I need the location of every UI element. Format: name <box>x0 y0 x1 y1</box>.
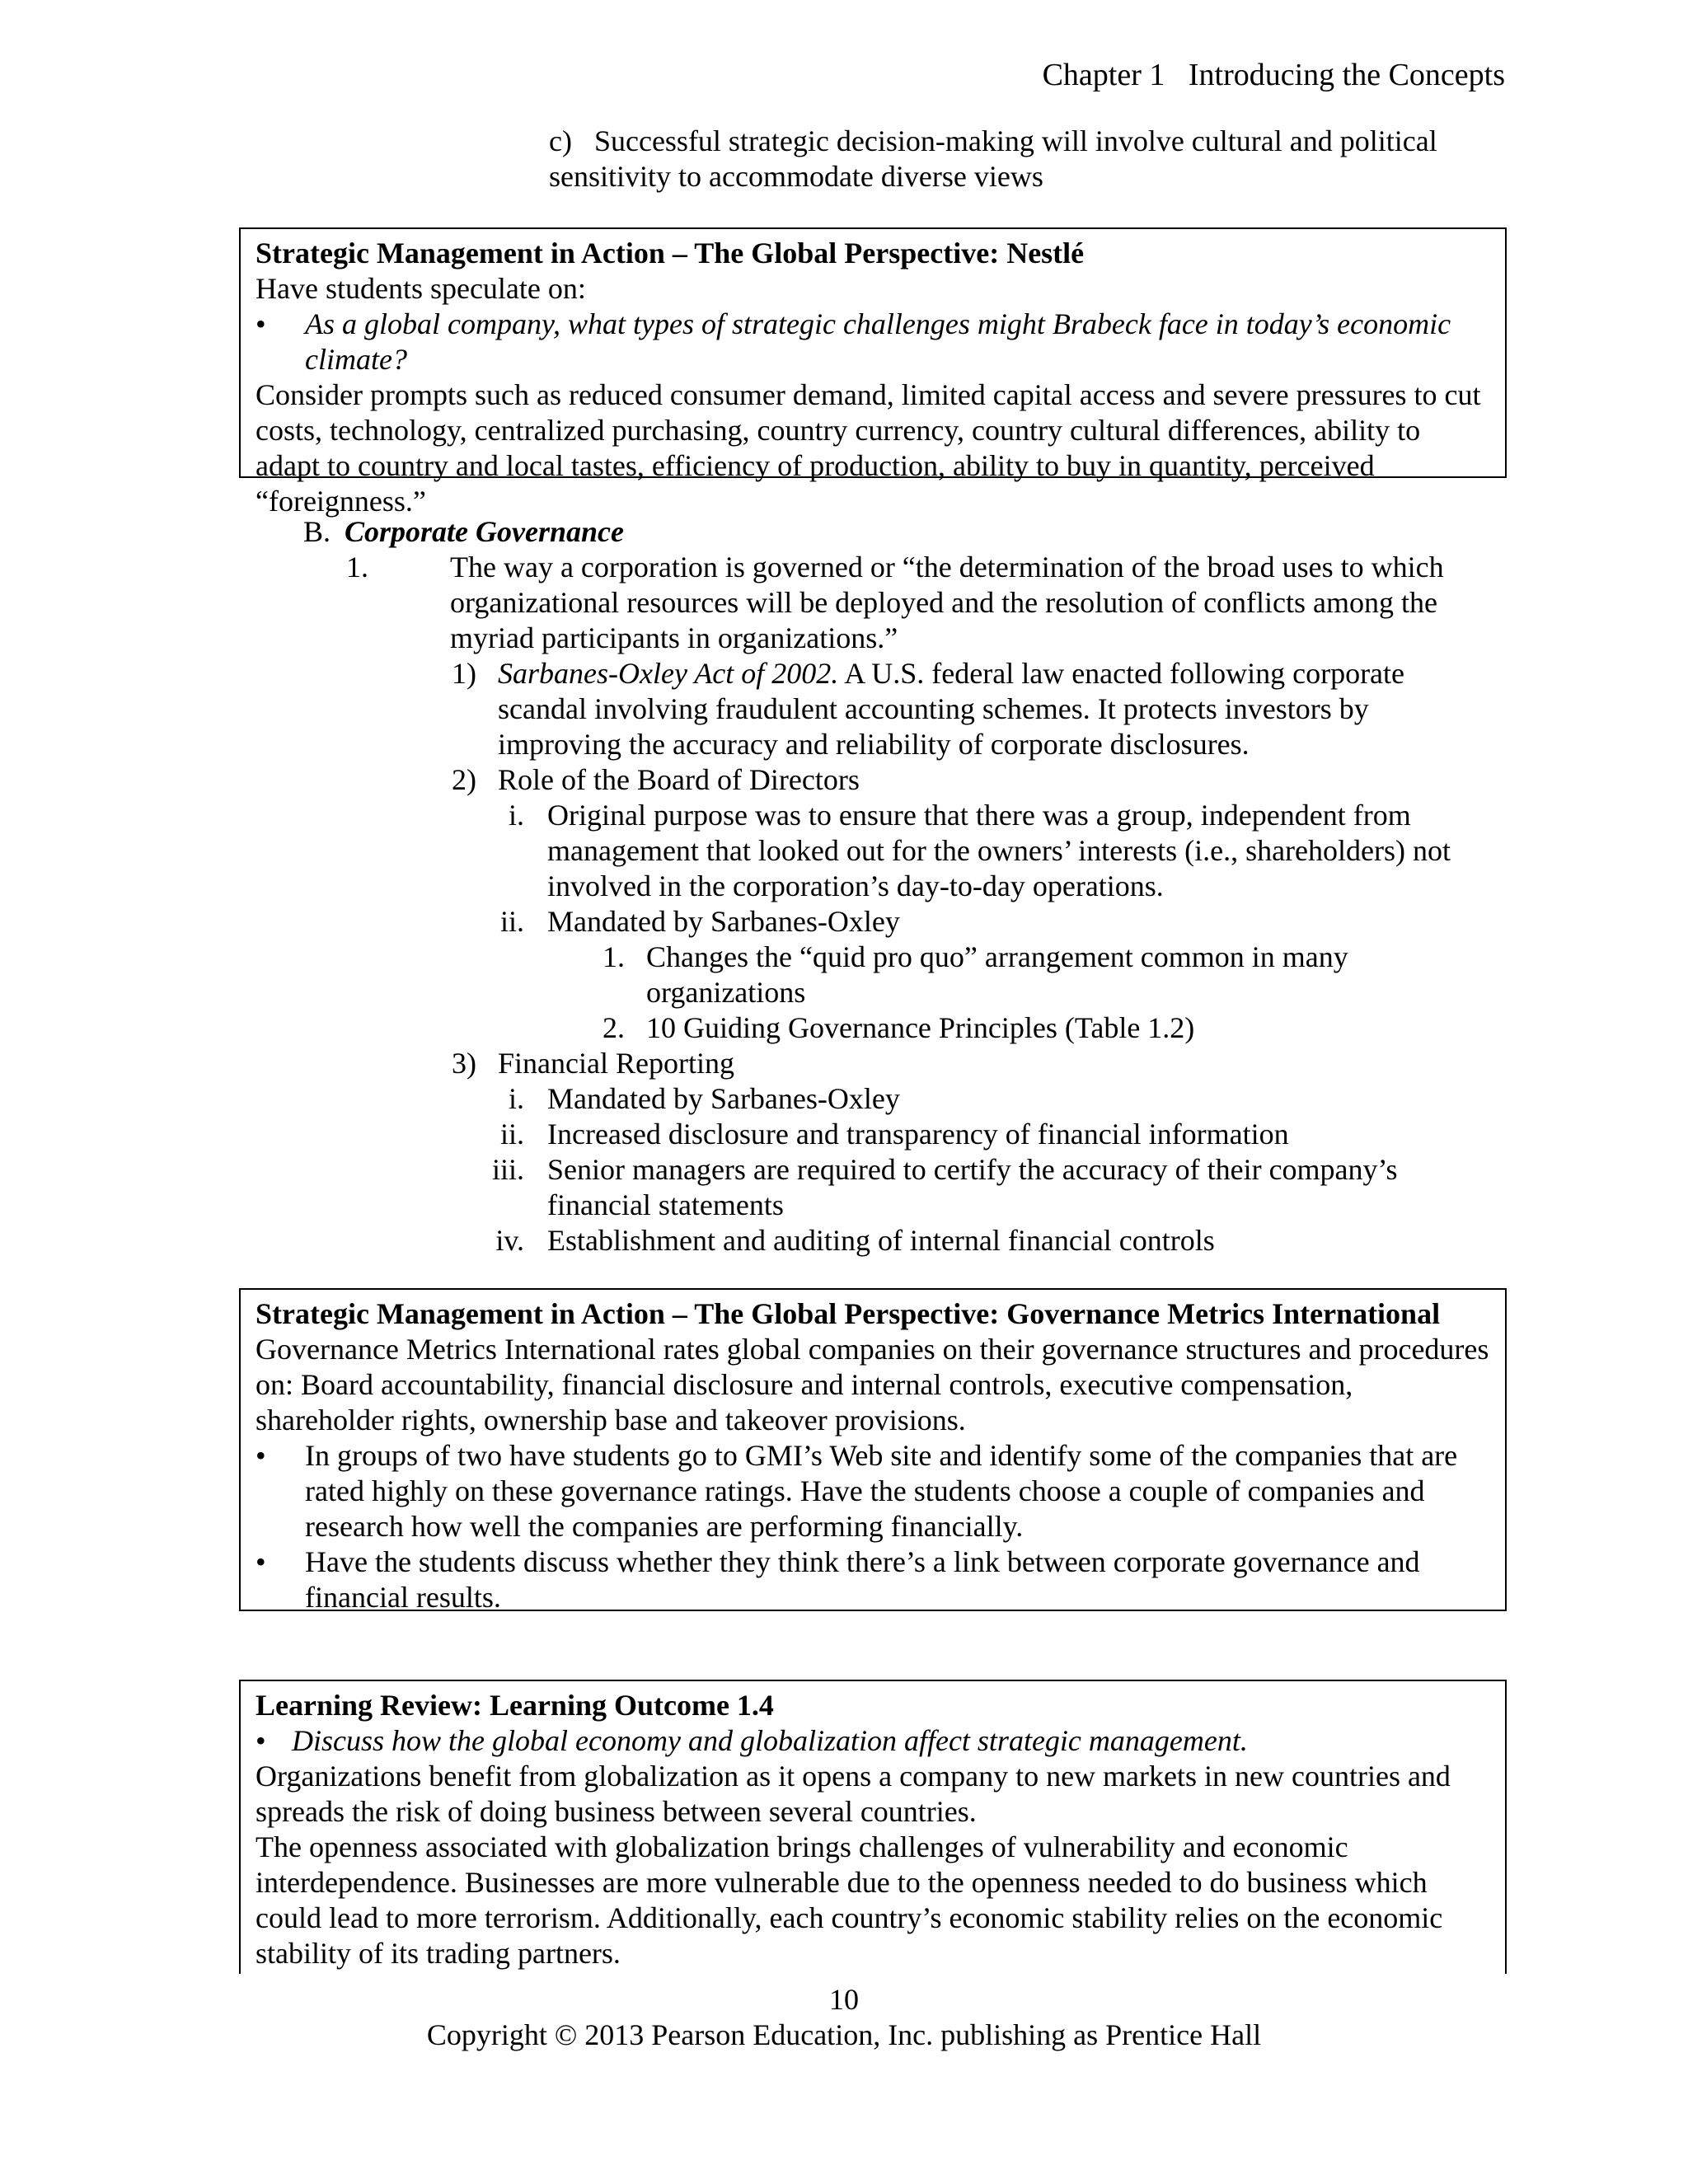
box-paragraph: Organizations benefit from globalization as it opens a company to new markets in new countries and spreads the risk of doing business between several countries. <box>256 1760 1451 1828</box>
header-title: Introducing the Concepts <box>1188 58 1505 92</box>
sub-item-3-i <box>462 1081 900 1117</box>
continued-item-c <box>549 124 1497 194</box>
box-bullet <box>256 307 1490 377</box>
bullet-text: Discuss how the global economy and globalization affect strategic management. <box>292 1724 1248 1757</box>
sub-item-2-ii-2 <box>577 1010 1194 1046</box>
page-number: 10 <box>829 1983 859 2016</box>
sub-item-3 <box>450 1046 734 1081</box>
section-title: Corporate Governance <box>345 515 624 548</box>
sub-item-label: 1) <box>452 657 476 690</box>
sub-item-2-ii <box>462 904 900 940</box>
sub-item-3-iv <box>462 1223 1215 1258</box>
running-header <box>1043 58 1505 93</box>
sox-act-title: Sarbanes-Oxley Act of 2002. <box>498 657 839 690</box>
sub-item-label: 2) <box>452 763 476 796</box>
bullet-text: In groups of two have students go to GMI’s Web site and identify some of the companies that are rated highly on these governance ratings. Have the students choose a couple of companies and research how well the companies are performing financially. <box>305 1439 1458 1543</box>
sub-item-2-ii-1 <box>577 940 1484 1010</box>
bullet-text: Have the students discuss whether they think there’s a link between corporate governance and financial results. <box>305 1545 1420 1614</box>
section-b-heading <box>303 514 624 550</box>
roman-text: Mandated by Sarbanes-Oxley <box>547 1082 900 1115</box>
copyright-notice: Copyright © 2013 Pearson Education, Inc. publishing as Prentice Hall <box>426 2018 1262 2051</box>
roman-label: i. <box>508 799 524 832</box>
gmi-action-box <box>239 1288 1507 1614</box>
section-label: B. <box>303 515 331 548</box>
box-title: Strategic Management in Action – The Global Perspective: Governance Metrics International <box>256 1297 1441 1330</box>
box-body: Governance Metrics International rates global companies on their governance structures and procedures on: Board accountability, financial disclosure and internal controls, executive compensation, shareholder rights, ownership base and takeover provisions. <box>256 1333 1489 1436</box>
sub-item-1 <box>450 656 1484 762</box>
roman-label: iii. <box>491 1153 524 1186</box>
box-intro: Have students speculate on: <box>256 272 586 305</box>
sub-item-label: 3) <box>452 1047 476 1080</box>
sub-item-text: Role of the Board of Directors <box>498 763 860 796</box>
nestle-action-box <box>239 227 1507 518</box>
box-paragraph: The openness associated with globalization brings challenges of vulnerability and economic interdependence. Businesses are more vulnerable due to the openness needed to do business which could lead to more terrorism. Additionally, each country’s economic stability relies on the economic stability of its trading partners. <box>256 1830 1443 1970</box>
roman-label: iv. <box>495 1224 524 1257</box>
roman-text: Senior managers are required to certify the accuracy of their company’s financial statements <box>547 1153 1398 1221</box>
learning-review-box <box>239 1680 1507 1974</box>
numeric-text: 10 Guiding Governance Principles (Table 1.2) <box>646 1011 1195 1044</box>
bullet-icon: • <box>256 307 266 340</box>
bullet-text: As a global company, what types of strategic challenges might Brabeck face in today’s economic climate? <box>305 307 1451 376</box>
bullet-icon: • <box>256 1545 266 1578</box>
sub-item-3-iii <box>462 1152 1484 1223</box>
numeric-label: 2. <box>603 1011 625 1044</box>
box-title: Strategic Management in Action – The Global Perspective: Nestlé <box>256 237 1085 269</box>
box-bullet <box>256 1544 1490 1615</box>
roman-text: Original purpose was to ensure that there was a group, independent from management that looked out for the owners’ interests (i.e., shareholders) not involved in the corporation’s day-to-day operations. <box>547 799 1451 902</box>
bullet-icon: • <box>256 1724 266 1757</box>
continued-item-text: Successful strategic decision-making will involve cultural and political sensitivity to accommodate diverse views <box>549 124 1437 193</box>
sub-item-text: Financial Reporting <box>498 1047 734 1080</box>
box-title: Learning Review: Learning Outcome 1.4 <box>256 1689 774 1722</box>
outline-item-text: The way a corporation is governed or “the determination of the broad uses to which organizational resources will be deployed and the resolution of conflicts among the myriad participants in organizations.” <box>450 551 1444 654</box>
roman-label: i. <box>508 1082 524 1115</box>
roman-label: ii. <box>499 1118 524 1151</box>
numeric-label: 1. <box>603 940 625 973</box>
sub-item-2-i <box>462 798 1484 904</box>
bullet-icon: • <box>256 1439 266 1472</box>
box-bullet <box>256 1438 1490 1544</box>
sub-item-2 <box>450 762 860 798</box>
roman-text: Increased disclosure and transparency of financial information <box>547 1118 1289 1151</box>
continued-item-label: c) <box>549 124 572 157</box>
outline-item-label: 1. <box>346 551 368 583</box>
sub-item-3-ii <box>462 1117 1289 1152</box>
roman-label: ii. <box>499 905 524 938</box>
roman-text: Mandated by Sarbanes-Oxley <box>547 905 900 938</box>
roman-text: Establishment and auditing of internal financial controls <box>547 1224 1215 1257</box>
numeric-text: Changes the “quid pro quo” arrangement common in many organizations <box>646 940 1348 1009</box>
box-bullet <box>256 1723 1490 1759</box>
sox-act-text: A U.S. federal law enacted following corporate scandal involving fraudulent accounting schemes. It protects investors by improving the accuracy and reliability of corporate disclosures. <box>498 657 1405 761</box>
header-chapter: Chapter 1 <box>1042 58 1165 92</box>
box-body: Consider prompts such as reduced consumer demand, limited capital access and severe pressures to cut costs, technology, centralized purchasing, country currency, country cultural differences, ability to adapt to country and local tastes, efficiency of production, ability to buy in quantity, perceived “foreignness.” <box>256 378 1481 518</box>
outline-item-1 <box>346 550 1484 656</box>
